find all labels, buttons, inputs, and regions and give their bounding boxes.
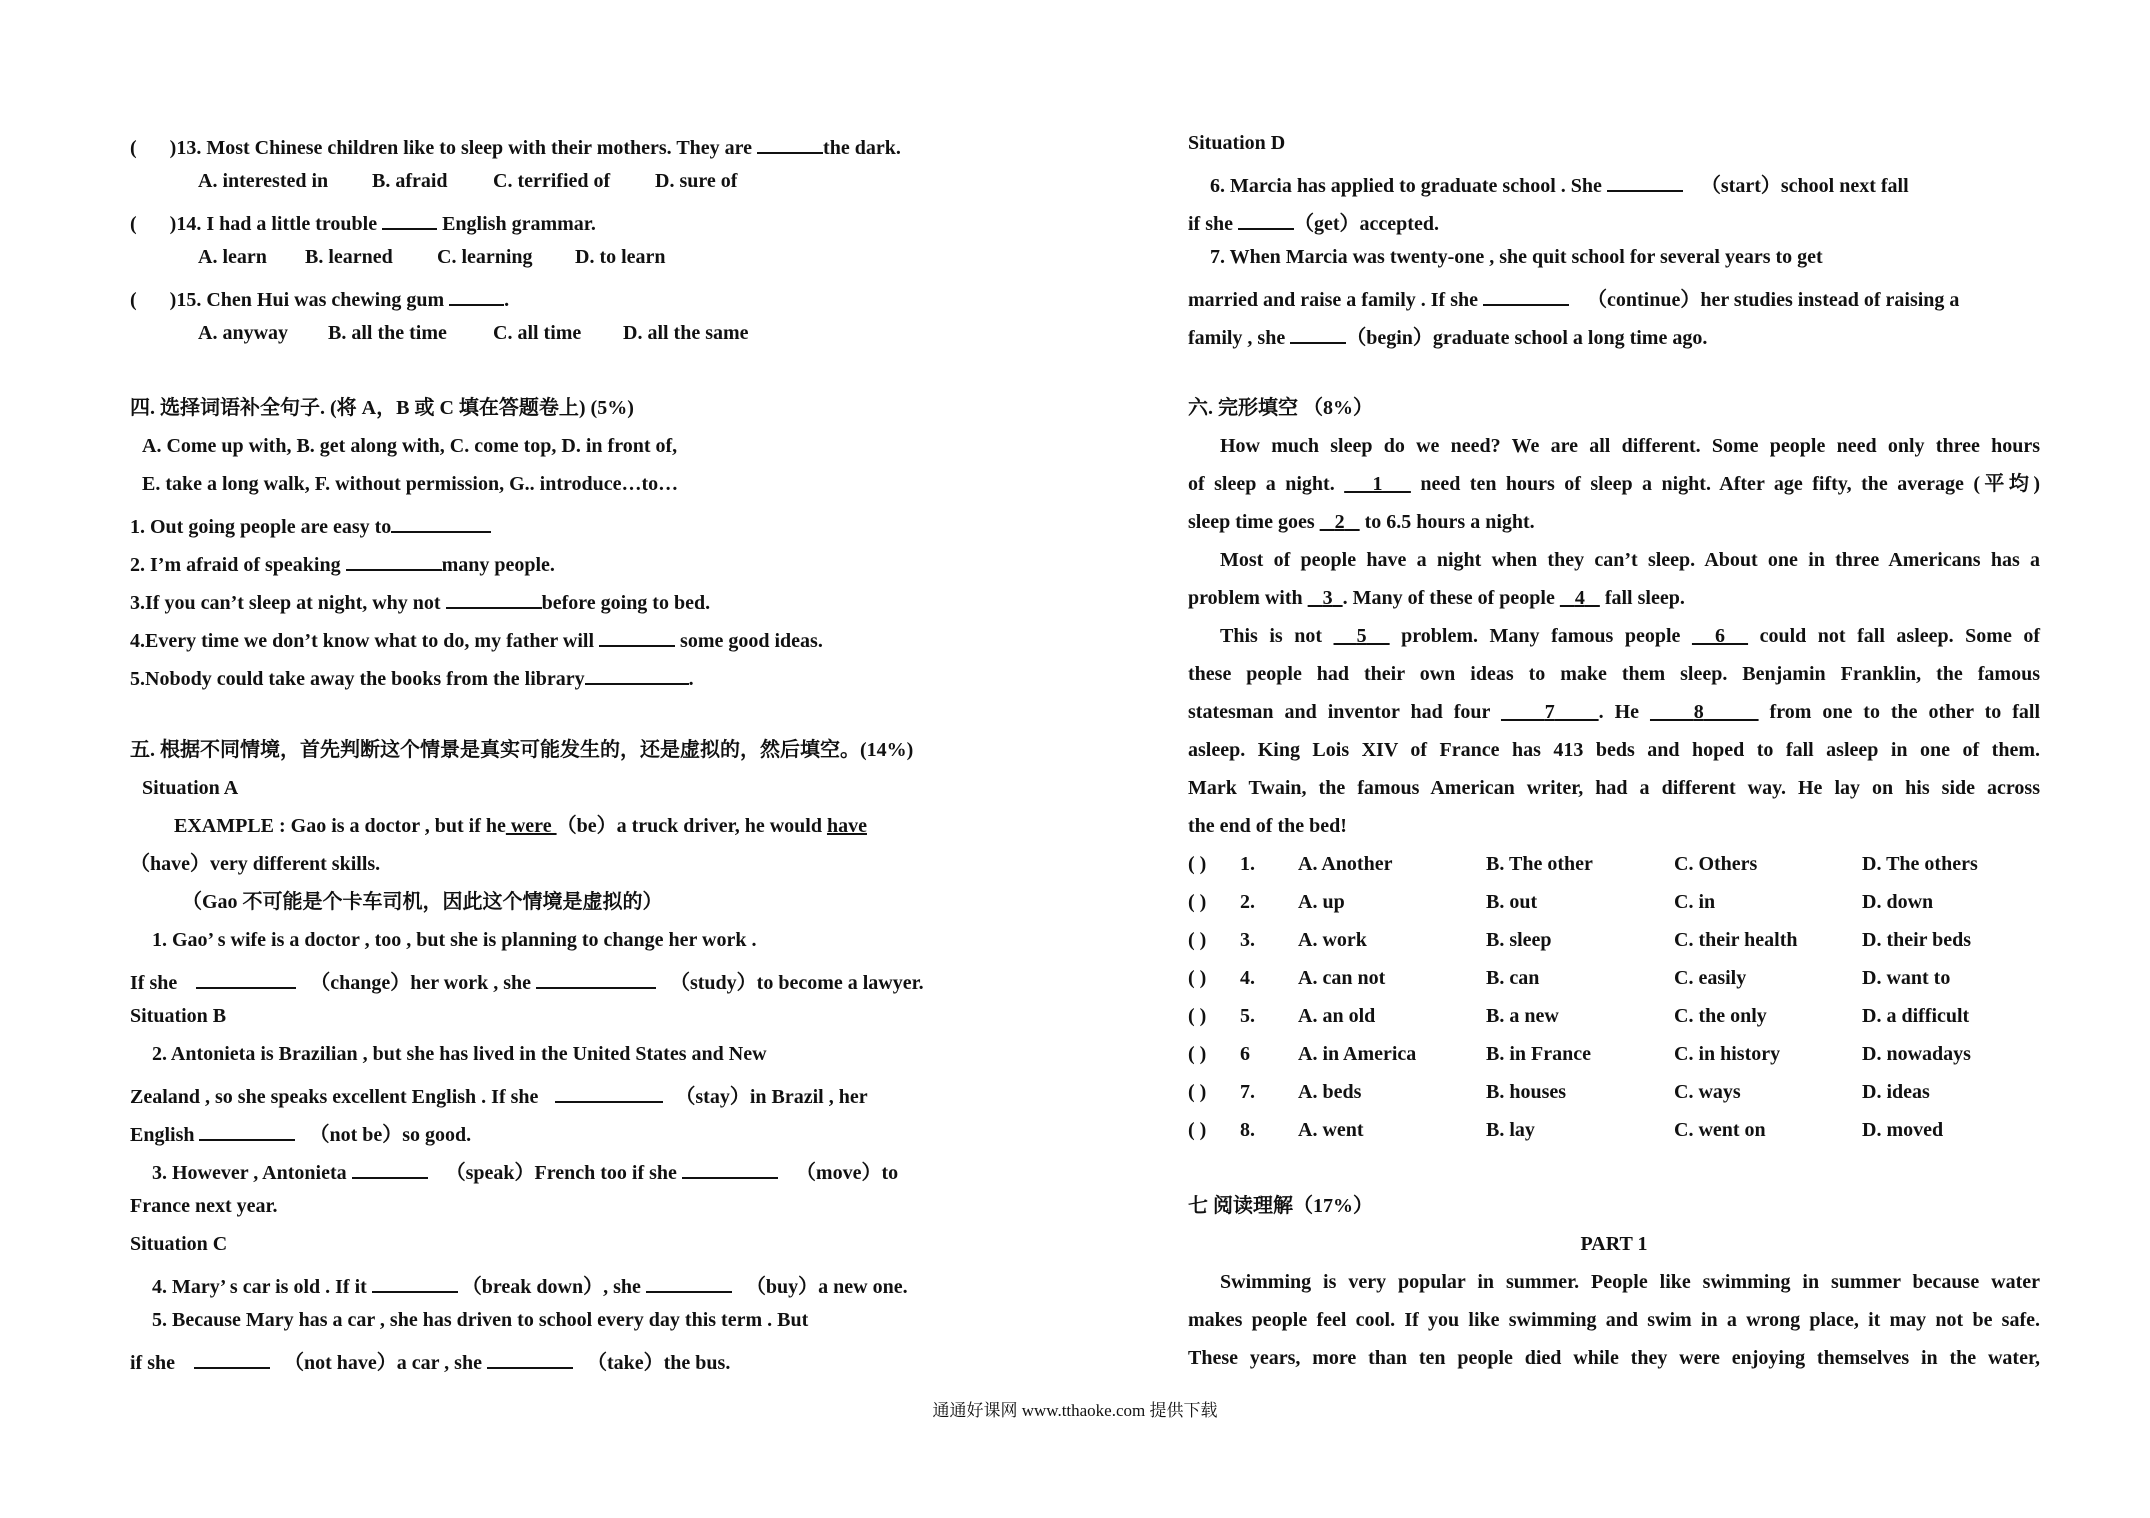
option-c: C. in [1674, 891, 1716, 913]
cloze-blank-4[interactable]: 4 [1574, 587, 1585, 609]
option-d: D. their beds [1862, 929, 1972, 951]
answer-paren[interactable]: ( ) [1188, 1005, 1207, 1027]
option-b: B. lay [1486, 1119, 1535, 1141]
s5-q6-line-1: 6. Marcia has applied to graduate school . She （start）school next fall [1188, 171, 2040, 196]
cloze-question-row [1188, 1006, 2040, 1026]
cloze-blank-3[interactable]: 3 [1322, 587, 1333, 609]
s5-q7-line-3: family , she （begin）graduate school a long time ago. [1188, 323, 2040, 348]
answer-blank[interactable] [449, 285, 504, 306]
option-a: A. anyway [198, 322, 289, 344]
option-a: A. learn [198, 246, 267, 268]
s5-q3-line-1: 3. However , Antonieta （speak）French too if she （move）to [130, 1158, 990, 1183]
answer-blank[interactable] [446, 588, 542, 609]
answer-blank[interactable] [555, 1082, 663, 1103]
answer-paren[interactable]: ( ) [1188, 891, 1207, 913]
question-number: 7. [1240, 1081, 1255, 1103]
s5-q7-line-2: married and raise a family . If she （continue）her studies instead of raising a [1188, 285, 2040, 310]
cloze-line-6: This is not 5 problem. Many famous people 6 could not fall asleep. Some of [1220, 625, 2041, 647]
example-line-2: （have）very different skills. [130, 853, 381, 875]
s5-q5-line-1: 5. Because Mary has a car , she has driven to school every day this term . But [152, 1309, 809, 1331]
option-c: C. Others [1674, 853, 1758, 875]
cloze-line-1: How much sleep do we need? We are all different. Some people need only three hours [1220, 435, 2040, 457]
options-14 [130, 247, 990, 267]
section-4-item-1: 1. Out going people are easy to [130, 512, 990, 537]
option-a: A. Another [1298, 853, 1393, 875]
options-13 [130, 171, 990, 191]
answer-blank[interactable] [372, 1272, 458, 1293]
answer-blank[interactable] [757, 133, 823, 154]
option-d: D. all the same [623, 322, 749, 344]
option-b: B. sleep [1486, 929, 1552, 951]
cloze-line-5: problem with 3 . Many of these of people 4 fall sleep. [1188, 587, 1685, 609]
answer-blank[interactable] [352, 1158, 428, 1179]
answer-blank[interactable] [1483, 285, 1569, 306]
answer-paren[interactable]: ( ) [1188, 853, 1207, 875]
question-text: )14. I had a little trouble [169, 213, 383, 235]
option-a: A. beds [1298, 1081, 1362, 1103]
option-a: A. up [1298, 891, 1345, 913]
option-d: D. down [1862, 891, 1934, 913]
cloze-blank-7[interactable]: 7 [1544, 701, 1555, 723]
cloze-line-9: asleep. King Lois XIV of France has 413 beds and hoped to fall asleep in one of them. [1188, 739, 2040, 761]
cloze-question-row [1188, 930, 2040, 950]
option-a: A. can not [1298, 967, 1386, 989]
cloze-question-row [1188, 854, 2040, 874]
cloze-line-3: sleep time goes 2 to 6.5 hours a night. [1188, 511, 1535, 533]
part-1-title: PART 1 [1580, 1233, 1648, 1255]
question-number: 6 [1240, 1043, 1250, 1065]
option-b: B. houses [1486, 1081, 1567, 1103]
answer-paren[interactable]: ( ) [1188, 967, 1207, 989]
option-b: B. afraid [372, 170, 448, 192]
section-5-heading: 五. 根据不同情境，首先判断这个情景是真实可能发生的，还是虚拟的，然后填空。(14%) [130, 739, 914, 761]
answer-blank[interactable] [646, 1272, 732, 1293]
option-b: B. a new [1486, 1005, 1559, 1027]
answer-blank[interactable] [382, 209, 437, 230]
question-tail: English grammar. [437, 213, 596, 235]
question-tail: . [504, 289, 510, 311]
option-c: C. all time [493, 322, 582, 344]
option-d: D. nowadays [1862, 1043, 1971, 1065]
situation-c-label: Situation C [130, 1233, 228, 1255]
s5-q3-line-2: France next year. [130, 1195, 278, 1217]
answer-blank[interactable] [346, 550, 442, 571]
option-a: A. in America [1298, 1043, 1417, 1065]
cloze-blank-1[interactable]: 1 [1372, 473, 1383, 495]
answer-paren: ( [130, 137, 137, 159]
option-a: A. an old [1298, 1005, 1376, 1027]
answer-blank[interactable] [585, 664, 689, 685]
s5-q4: 4. Mary’ s car is old . If it （break down）, she （buy）a new one. [130, 1272, 990, 1297]
cloze-line-4: Most of people have a night when they can’t sleep. About one in three Americans has a [1220, 549, 2040, 571]
cloze-question-row [1188, 892, 2040, 912]
s5-q2-line-1: 2. Antonieta is Brazilian , but she has lived in the United States and New [152, 1043, 767, 1065]
reading-line-2: makes people feel cool. If you like swimming and swim in a wrong place, it may not be safe. [1188, 1309, 2040, 1331]
section-4-item-5: 5.Nobody could take away the books from the library . [130, 664, 990, 689]
section-4-item-2: 2. I’m afraid of speaking many people. [130, 550, 990, 575]
option-c: C. in history [1674, 1043, 1781, 1065]
question-number: 3. [1240, 929, 1255, 951]
answer-paren[interactable]: ( ) [1188, 1043, 1207, 1065]
question-15 [130, 285, 990, 310]
section-4-choices-2: E. take a long walk, F. without permission, G.. introduce…to… [142, 473, 679, 495]
section-4-heading: 四. 选择词语补全句子. (将 A，B 或 C 填在答题卷上) (5%) [130, 397, 634, 419]
option-d: D. sure of [655, 170, 738, 192]
answer-blank[interactable] [487, 1348, 573, 1369]
option-b: B. out [1486, 891, 1538, 913]
cloze-question-row [1188, 1044, 2040, 1064]
s5-q2-line-2: Zealand , so she speaks excellent English . If she （stay）in Brazil , her [130, 1082, 990, 1107]
option-c: C. terrified of [493, 170, 611, 192]
option-c: C. easily [1674, 967, 1747, 989]
question-tail: the dark. [823, 137, 901, 159]
cloze-line-8: statesman and inventor had four 7 . He 8 from one to the other to fall [1188, 701, 2041, 723]
section-4-item-3: 3.If you can’t sleep at night, why not before going to bed. [130, 588, 990, 613]
question-number: 5. [1240, 1005, 1255, 1027]
question-number: 1. [1240, 853, 1255, 875]
option-d: D. a difficult [1862, 1005, 1970, 1027]
s5-q2-line-3: English （not be）so good. [130, 1120, 990, 1145]
option-c: C. their health [1674, 929, 1798, 951]
option-d: D. The others [1862, 853, 1978, 875]
cloze-line-10: Mark Twain, the famous American writer, had a different way. He lay on his side across [1188, 777, 2040, 799]
question-text: )13. Most Chinese children like to sleep with their mothers. They are [169, 137, 758, 159]
answer-blank[interactable] [196, 968, 296, 989]
cloze-line-11: the end of the bed! [1188, 815, 1347, 837]
option-c: C. learning [437, 246, 533, 268]
section-6-heading: 六. 完形填空 （8%） [1188, 397, 1373, 419]
option-a: A. interested in [198, 170, 329, 192]
answer-blank[interactable] [199, 1120, 295, 1141]
option-d: D. to learn [575, 246, 666, 268]
option-a: A. went [1298, 1119, 1364, 1141]
cloze-blank-6[interactable]: 6 [1715, 625, 1725, 647]
cloze-blank-5[interactable]: 5 [1356, 625, 1367, 647]
answer-paren: ( [130, 213, 137, 235]
option-c: C. ways [1674, 1081, 1741, 1103]
answer-blank[interactable] [536, 968, 656, 989]
section-7-heading: 七 阅读理解（17%） [1188, 1195, 1373, 1217]
answer-paren: ( [130, 289, 137, 311]
answer-blank[interactable] [1238, 209, 1294, 230]
question-13 [130, 133, 990, 158]
option-d: D. want to [1862, 967, 1951, 989]
cloze-line-7: these people had their own ideas to make them sleep. Benjamin Franklin, the famous [1188, 663, 2040, 685]
cloze-blank-8[interactable]: 8 [1693, 701, 1704, 723]
situation-d-label: Situation D [1188, 132, 1286, 154]
option-b: B. learned [305, 246, 393, 268]
option-b: B. can [1486, 967, 1540, 989]
answer-paren[interactable]: ( ) [1188, 1081, 1207, 1103]
answer-blank[interactable] [1290, 323, 1346, 344]
reading-line-1: Swimming is very popular in summer. People like swimming in summer because water [1220, 1271, 2040, 1293]
cloze-blank-2[interactable]: 2 [1334, 511, 1345, 533]
example-note: （Gao 不可能是个卡车司机，因此这个情境是虚拟的） [182, 891, 663, 913]
answer-blank[interactable] [194, 1348, 270, 1369]
s5-q1-line-2: If she （change）her work , she （study）to become a lawyer. [130, 968, 990, 993]
answer-blank[interactable] [599, 626, 675, 647]
option-b: B. all the time [328, 322, 447, 344]
question-number: 4. [1240, 967, 1255, 989]
options-15 [130, 323, 990, 343]
option-d: D. moved [1862, 1119, 1944, 1141]
answer-blank[interactable] [1607, 171, 1683, 192]
question-number: 2. [1240, 891, 1255, 913]
option-c: C. the only [1674, 1005, 1767, 1027]
footer-credit: 通通好课网 www.tthaoke.com 提供下载 [932, 1401, 1218, 1420]
cloze-question-row [1188, 1120, 2040, 1140]
example-line-1: EXAMPLE : Gao is a doctor , but if he were （be）a truck driver, he would have [174, 815, 867, 837]
option-d: D. ideas [1862, 1081, 1930, 1103]
cloze-question-row [1188, 968, 2040, 988]
cloze-line-2: of sleep a night. 1 need ten hours of sleep a night. After age fifty, the average (平均) [1188, 473, 2040, 495]
answer-paren[interactable]: ( ) [1188, 929, 1207, 951]
reading-line-3: These years, more than ten people died while they were enjoying themselves in the water, [1188, 1347, 2040, 1369]
s5-q6-line-2: if she （get）accepted. [1188, 209, 2040, 234]
section-4-choices-1: A. Come up with, B. get along with, C. come top, D. in front of, [142, 435, 678, 457]
s5-q1-line-1: 1. Gao’ s wife is a doctor , too , but she is planning to change her work . [152, 929, 757, 951]
option-a: A. work [1298, 929, 1367, 951]
answer-blank[interactable] [391, 512, 491, 533]
section-4-item-4: 4.Every time we don’t know what to do, my father will some good ideas. [130, 626, 990, 651]
answer-paren[interactable]: ( ) [1188, 1119, 1207, 1141]
question-number: 8. [1240, 1119, 1255, 1141]
cloze-question-row [1188, 1082, 2040, 1102]
situation-a-label: Situation A [142, 777, 239, 799]
option-c: C. went on [1674, 1119, 1766, 1141]
option-b: B. The other [1486, 853, 1593, 875]
situation-b-label: Situation B [130, 1005, 227, 1027]
question-14 [130, 209, 990, 234]
s5-q5-line-2: if she （not have）a car , she （take）the bus. [130, 1348, 990, 1373]
answer-blank[interactable] [682, 1158, 778, 1179]
question-text: )15. Chen Hui was chewing gum [169, 289, 450, 311]
option-b: B. in France [1486, 1043, 1591, 1065]
s5-q7-line-1: 7. When Marcia was twenty-one , she quit school for several years to get [1210, 246, 1823, 268]
